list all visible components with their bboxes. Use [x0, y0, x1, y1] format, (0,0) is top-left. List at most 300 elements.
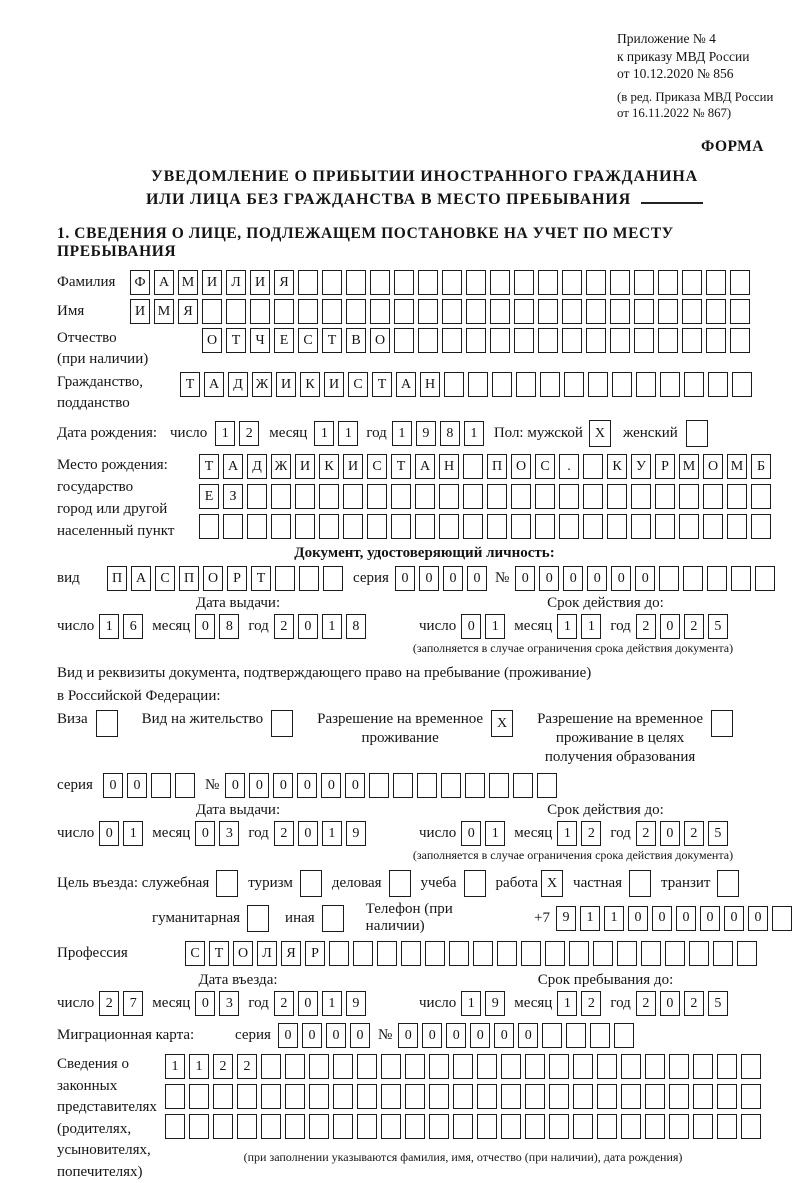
char-cell[interactable]: 0 [195, 821, 215, 846]
char-cell[interactable]: 1 [322, 991, 342, 1016]
char-cell[interactable] [442, 299, 462, 324]
char-cell[interactable] [226, 299, 246, 324]
char-cell[interactable] [514, 299, 534, 324]
char-cell[interactable] [285, 1084, 305, 1109]
char-cell[interactable] [717, 1054, 737, 1079]
char-cell[interactable] [189, 1114, 209, 1139]
char-cell[interactable]: И [343, 454, 363, 479]
char-cell[interactable] [189, 1084, 209, 1109]
char-cell[interactable] [285, 1054, 305, 1079]
char-cell[interactable] [463, 514, 483, 539]
char-cell[interactable] [525, 1054, 545, 1079]
char-cell[interactable]: 0 [298, 821, 318, 846]
char-cell[interactable] [501, 1114, 521, 1139]
char-cell[interactable]: 0 [419, 566, 439, 591]
char-cell[interactable] [323, 566, 343, 591]
char-cell[interactable] [442, 328, 462, 353]
char-cell[interactable]: П [179, 566, 199, 591]
char-cell[interactable] [466, 299, 486, 324]
char-cell[interactable] [645, 1054, 665, 1079]
char-cell[interactable] [465, 773, 485, 798]
char-cell[interactable] [732, 372, 752, 397]
char-cell[interactable] [717, 1084, 737, 1109]
char-cell[interactable] [466, 328, 486, 353]
char-cell[interactable] [165, 1114, 185, 1139]
char-cell[interactable] [405, 1114, 425, 1139]
char-cell[interactable] [682, 299, 702, 324]
char-cell[interactable]: X [491, 710, 513, 737]
char-cell[interactable] [490, 299, 510, 324]
char-cell[interactable]: 0 [297, 773, 317, 798]
char-cell[interactable] [377, 941, 397, 966]
char-cell[interactable] [343, 484, 363, 509]
char-cell[interactable] [489, 773, 509, 798]
char-cell[interactable] [463, 454, 483, 479]
char-cell[interactable]: 0 [539, 566, 559, 591]
char-cell[interactable] [453, 1084, 473, 1109]
char-cell[interactable] [393, 773, 413, 798]
char-cell[interactable] [711, 710, 733, 737]
char-cell[interactable]: 2 [274, 991, 294, 1016]
char-cell[interactable] [199, 514, 219, 539]
char-cell[interactable]: 2 [99, 991, 119, 1016]
char-cell[interactable] [634, 270, 654, 295]
char-cell[interactable]: Ф [130, 270, 150, 295]
char-cell[interactable] [717, 870, 739, 897]
char-cell[interactable]: Т [251, 566, 271, 591]
char-cell[interactable]: 0 [467, 566, 487, 591]
char-cell[interactable] [357, 1114, 377, 1139]
char-cell[interactable] [741, 1114, 761, 1139]
char-cell[interactable] [213, 1084, 233, 1109]
char-cell[interactable] [429, 1054, 449, 1079]
char-cell[interactable] [641, 941, 661, 966]
char-cell[interactable]: 0 [700, 906, 720, 931]
char-cell[interactable] [487, 514, 507, 539]
char-cell[interactable] [247, 484, 267, 509]
char-cell[interactable] [549, 1084, 569, 1109]
char-cell[interactable] [274, 299, 294, 324]
char-cell[interactable] [730, 328, 750, 353]
char-cell[interactable] [535, 514, 555, 539]
char-cell[interactable] [322, 270, 342, 295]
char-cell[interactable] [151, 773, 171, 798]
char-cell[interactable]: 8 [440, 421, 460, 446]
char-cell[interactable]: 2 [636, 991, 656, 1016]
char-cell[interactable] [333, 1054, 353, 1079]
char-cell[interactable] [569, 941, 589, 966]
char-cell[interactable] [682, 328, 702, 353]
char-cell[interactable] [772, 906, 792, 931]
char-cell[interactable] [247, 514, 267, 539]
char-cell[interactable] [717, 1114, 737, 1139]
char-cell[interactable]: 0 [470, 1023, 490, 1048]
char-cell[interactable] [309, 1114, 329, 1139]
char-cell[interactable] [463, 484, 483, 509]
char-cell[interactable]: 0 [249, 773, 269, 798]
char-cell[interactable] [444, 372, 464, 397]
char-cell[interactable] [298, 270, 318, 295]
char-cell[interactable] [686, 420, 708, 447]
char-cell[interactable] [545, 941, 565, 966]
char-cell[interactable] [501, 1054, 521, 1079]
char-cell[interactable] [537, 773, 557, 798]
char-cell[interactable]: 9 [346, 991, 366, 1016]
char-cell[interactable] [669, 1114, 689, 1139]
char-cell[interactable] [559, 484, 579, 509]
char-cell[interactable]: С [185, 941, 205, 966]
char-cell[interactable]: 0 [99, 821, 119, 846]
char-cell[interactable] [583, 514, 603, 539]
char-cell[interactable] [586, 299, 606, 324]
char-cell[interactable]: 5 [708, 614, 728, 639]
char-cell[interactable] [357, 1054, 377, 1079]
char-cell[interactable]: Л [226, 270, 246, 295]
char-cell[interactable]: М [727, 454, 747, 479]
char-cell[interactable]: А [415, 454, 435, 479]
char-cell[interactable] [477, 1054, 497, 1079]
char-cell[interactable] [389, 870, 411, 897]
char-cell[interactable] [706, 328, 726, 353]
char-cell[interactable]: Я [274, 270, 294, 295]
char-cell[interactable] [442, 270, 462, 295]
char-cell[interactable]: 0 [298, 991, 318, 1016]
char-cell[interactable]: 2 [636, 821, 656, 846]
char-cell[interactable] [417, 773, 437, 798]
char-cell[interactable] [298, 299, 318, 324]
char-cell[interactable]: И [324, 372, 344, 397]
char-cell[interactable] [682, 270, 702, 295]
char-cell[interactable] [755, 566, 775, 591]
char-cell[interactable]: 1 [314, 421, 334, 446]
char-cell[interactable]: К [319, 454, 339, 479]
char-cell[interactable]: 2 [274, 821, 294, 846]
char-cell[interactable] [659, 566, 679, 591]
char-cell[interactable]: 0 [273, 773, 293, 798]
char-cell[interactable] [737, 941, 757, 966]
char-cell[interactable] [741, 1054, 761, 1079]
char-cell[interactable]: Я [281, 941, 301, 966]
char-cell[interactable]: Ж [252, 372, 272, 397]
char-cell[interactable]: 9 [485, 991, 505, 1016]
char-cell[interactable] [658, 299, 678, 324]
char-cell[interactable]: О [511, 454, 531, 479]
char-cell[interactable]: А [204, 372, 224, 397]
char-cell[interactable] [295, 514, 315, 539]
char-cell[interactable]: О [202, 328, 222, 353]
char-cell[interactable] [538, 270, 558, 295]
char-cell[interactable]: 8 [346, 614, 366, 639]
char-cell[interactable]: 0 [195, 991, 215, 1016]
char-cell[interactable] [415, 514, 435, 539]
char-cell[interactable] [621, 1114, 641, 1139]
char-cell[interactable]: И [130, 299, 150, 324]
char-cell[interactable] [669, 1054, 689, 1079]
char-cell[interactable]: 3 [219, 821, 239, 846]
char-cell[interactable] [394, 328, 414, 353]
char-cell[interactable] [490, 328, 510, 353]
char-cell[interactable]: Т [199, 454, 219, 479]
char-cell[interactable] [285, 1114, 305, 1139]
char-cell[interactable] [562, 328, 582, 353]
char-cell[interactable]: Т [372, 372, 392, 397]
char-cell[interactable]: С [367, 454, 387, 479]
char-cell[interactable] [439, 484, 459, 509]
char-cell[interactable]: 1 [338, 421, 358, 446]
char-cell[interactable] [631, 484, 651, 509]
char-cell[interactable]: 0 [587, 566, 607, 591]
char-cell[interactable] [549, 1114, 569, 1139]
char-cell[interactable] [573, 1114, 593, 1139]
char-cell[interactable] [261, 1084, 281, 1109]
char-cell[interactable] [614, 1023, 634, 1048]
char-cell[interactable] [669, 1084, 689, 1109]
char-cell[interactable]: Д [247, 454, 267, 479]
char-cell[interactable]: И [295, 454, 315, 479]
char-cell[interactable]: О [370, 328, 390, 353]
char-cell[interactable] [513, 773, 533, 798]
char-cell[interactable] [333, 1084, 353, 1109]
char-cell[interactable]: 2 [581, 991, 601, 1016]
char-cell[interactable]: С [535, 454, 555, 479]
char-cell[interactable]: 2 [274, 614, 294, 639]
char-cell[interactable] [381, 1084, 401, 1109]
char-cell[interactable] [441, 773, 461, 798]
char-cell[interactable] [631, 514, 651, 539]
char-cell[interactable]: 1 [165, 1054, 185, 1079]
char-cell[interactable] [645, 1114, 665, 1139]
char-cell[interactable] [693, 1114, 713, 1139]
char-cell[interactable] [612, 372, 632, 397]
char-cell[interactable] [453, 1114, 473, 1139]
char-cell[interactable] [588, 372, 608, 397]
char-cell[interactable] [343, 514, 363, 539]
char-cell[interactable]: 1 [461, 991, 481, 1016]
char-cell[interactable] [401, 941, 421, 966]
char-cell[interactable]: 2 [237, 1054, 257, 1079]
char-cell[interactable] [665, 941, 685, 966]
char-cell[interactable] [370, 299, 390, 324]
char-cell[interactable] [497, 941, 517, 966]
char-cell[interactable] [418, 270, 438, 295]
char-cell[interactable] [538, 328, 558, 353]
char-cell[interactable] [597, 1084, 617, 1109]
char-cell[interactable] [367, 514, 387, 539]
char-cell[interactable] [223, 514, 243, 539]
char-cell[interactable]: 1 [580, 906, 600, 931]
char-cell[interactable] [271, 484, 291, 509]
char-cell[interactable] [439, 514, 459, 539]
char-cell[interactable] [683, 566, 703, 591]
char-cell[interactable] [708, 372, 728, 397]
char-cell[interactable]: X [541, 870, 563, 897]
char-cell[interactable] [549, 1054, 569, 1079]
char-cell[interactable]: О [703, 454, 723, 479]
char-cell[interactable]: С [348, 372, 368, 397]
char-cell[interactable]: Л [257, 941, 277, 966]
char-cell[interactable] [660, 372, 680, 397]
char-cell[interactable] [247, 905, 269, 932]
char-cell[interactable] [566, 1023, 586, 1048]
char-cell[interactable] [583, 484, 603, 509]
char-cell[interactable] [658, 328, 678, 353]
char-cell[interactable]: И [250, 270, 270, 295]
char-cell[interactable]: 0 [395, 566, 415, 591]
char-cell[interactable]: О [203, 566, 223, 591]
char-cell[interactable] [322, 905, 344, 932]
char-cell[interactable] [617, 941, 637, 966]
char-cell[interactable]: 1 [322, 821, 342, 846]
char-cell[interactable]: 2 [684, 614, 704, 639]
char-cell[interactable]: Р [305, 941, 325, 966]
char-cell[interactable] [216, 870, 238, 897]
char-cell[interactable] [309, 1054, 329, 1079]
char-cell[interactable] [261, 1054, 281, 1079]
char-cell[interactable]: 0 [298, 614, 318, 639]
char-cell[interactable]: 0 [321, 773, 341, 798]
char-cell[interactable]: И [202, 270, 222, 295]
char-cell[interactable]: К [300, 372, 320, 397]
char-cell[interactable] [501, 1084, 521, 1109]
char-cell[interactable]: 6 [123, 614, 143, 639]
char-cell[interactable] [370, 270, 390, 295]
char-cell[interactable] [333, 1114, 353, 1139]
char-cell[interactable] [693, 1084, 713, 1109]
char-cell[interactable] [573, 1084, 593, 1109]
char-cell[interactable]: 1 [215, 421, 235, 446]
char-cell[interactable] [309, 1084, 329, 1109]
char-cell[interactable] [492, 372, 512, 397]
char-cell[interactable] [689, 941, 709, 966]
char-cell[interactable]: 0 [422, 1023, 442, 1048]
char-cell[interactable] [394, 299, 414, 324]
char-cell[interactable] [583, 454, 603, 479]
char-cell[interactable] [449, 941, 469, 966]
char-cell[interactable]: 0 [443, 566, 463, 591]
char-cell[interactable]: Т [180, 372, 200, 397]
char-cell[interactable] [597, 1054, 617, 1079]
char-cell[interactable] [706, 270, 726, 295]
char-cell[interactable]: 0 [660, 991, 680, 1016]
char-cell[interactable] [658, 270, 678, 295]
char-cell[interactable] [634, 328, 654, 353]
char-cell[interactable] [562, 270, 582, 295]
char-cell[interactable]: К [607, 454, 627, 479]
char-cell[interactable]: 1 [123, 821, 143, 846]
char-cell[interactable]: Т [391, 454, 411, 479]
char-cell[interactable] [521, 941, 541, 966]
char-cell[interactable] [405, 1084, 425, 1109]
char-cell[interactable]: 0 [345, 773, 365, 798]
char-cell[interactable]: И [276, 372, 296, 397]
char-cell[interactable] [394, 270, 414, 295]
char-cell[interactable] [299, 566, 319, 591]
char-cell[interactable] [300, 870, 322, 897]
char-cell[interactable]: Т [209, 941, 229, 966]
char-cell[interactable] [727, 514, 747, 539]
char-cell[interactable] [621, 1084, 641, 1109]
char-cell[interactable]: 0 [103, 773, 123, 798]
char-cell[interactable]: 1 [581, 614, 601, 639]
char-cell[interactable] [586, 328, 606, 353]
char-cell[interactable] [586, 270, 606, 295]
char-cell[interactable] [319, 484, 339, 509]
char-cell[interactable]: С [155, 566, 175, 591]
char-cell[interactable] [559, 514, 579, 539]
char-cell[interactable] [487, 484, 507, 509]
char-cell[interactable]: . [559, 454, 579, 479]
char-cell[interactable] [477, 1114, 497, 1139]
char-cell[interactable] [645, 1084, 665, 1109]
char-cell[interactable]: 2 [239, 421, 259, 446]
char-cell[interactable]: 1 [557, 821, 577, 846]
char-cell[interactable] [655, 514, 675, 539]
char-cell[interactable]: Е [199, 484, 219, 509]
char-cell[interactable] [713, 941, 733, 966]
char-cell[interactable] [468, 372, 488, 397]
char-cell[interactable]: 1 [322, 614, 342, 639]
char-cell[interactable] [418, 328, 438, 353]
char-cell[interactable] [629, 870, 651, 897]
char-cell[interactable]: 0 [515, 566, 535, 591]
char-cell[interactable]: А [131, 566, 151, 591]
char-cell[interactable] [597, 1114, 617, 1139]
char-cell[interactable]: М [679, 454, 699, 479]
char-cell[interactable] [730, 270, 750, 295]
char-cell[interactable]: 0 [563, 566, 583, 591]
char-cell[interactable]: С [298, 328, 318, 353]
char-cell[interactable]: Р [655, 454, 675, 479]
char-cell[interactable] [730, 299, 750, 324]
char-cell[interactable]: 2 [684, 991, 704, 1016]
char-cell[interactable]: 1 [485, 821, 505, 846]
char-cell[interactable]: 0 [635, 566, 655, 591]
char-cell[interactable]: 1 [604, 906, 624, 931]
char-cell[interactable]: П [107, 566, 127, 591]
char-cell[interactable] [684, 372, 704, 397]
char-cell[interactable] [165, 1084, 185, 1109]
char-cell[interactable]: 0 [461, 614, 481, 639]
char-cell[interactable]: 1 [557, 991, 577, 1016]
char-cell[interactable] [353, 941, 373, 966]
char-cell[interactable] [562, 299, 582, 324]
char-cell[interactable] [346, 270, 366, 295]
char-cell[interactable] [473, 941, 493, 966]
char-cell[interactable] [405, 1054, 425, 1079]
char-cell[interactable] [703, 514, 723, 539]
char-cell[interactable]: А [223, 454, 243, 479]
char-cell[interactable]: 9 [556, 906, 576, 931]
char-cell[interactable]: 0 [518, 1023, 538, 1048]
char-cell[interactable] [593, 941, 613, 966]
char-cell[interactable] [610, 299, 630, 324]
char-cell[interactable] [466, 270, 486, 295]
char-cell[interactable] [237, 1114, 257, 1139]
char-cell[interactable] [453, 1054, 473, 1079]
char-cell[interactable] [511, 484, 531, 509]
char-cell[interactable]: М [154, 299, 174, 324]
char-cell[interactable]: 8 [219, 614, 239, 639]
char-cell[interactable] [751, 514, 771, 539]
char-cell[interactable] [751, 484, 771, 509]
char-cell[interactable]: 0 [494, 1023, 514, 1048]
char-cell[interactable] [707, 566, 727, 591]
char-cell[interactable] [731, 566, 751, 591]
char-cell[interactable] [706, 299, 726, 324]
char-cell[interactable]: Ж [271, 454, 291, 479]
char-cell[interactable] [357, 1084, 377, 1109]
char-cell[interactable] [727, 484, 747, 509]
